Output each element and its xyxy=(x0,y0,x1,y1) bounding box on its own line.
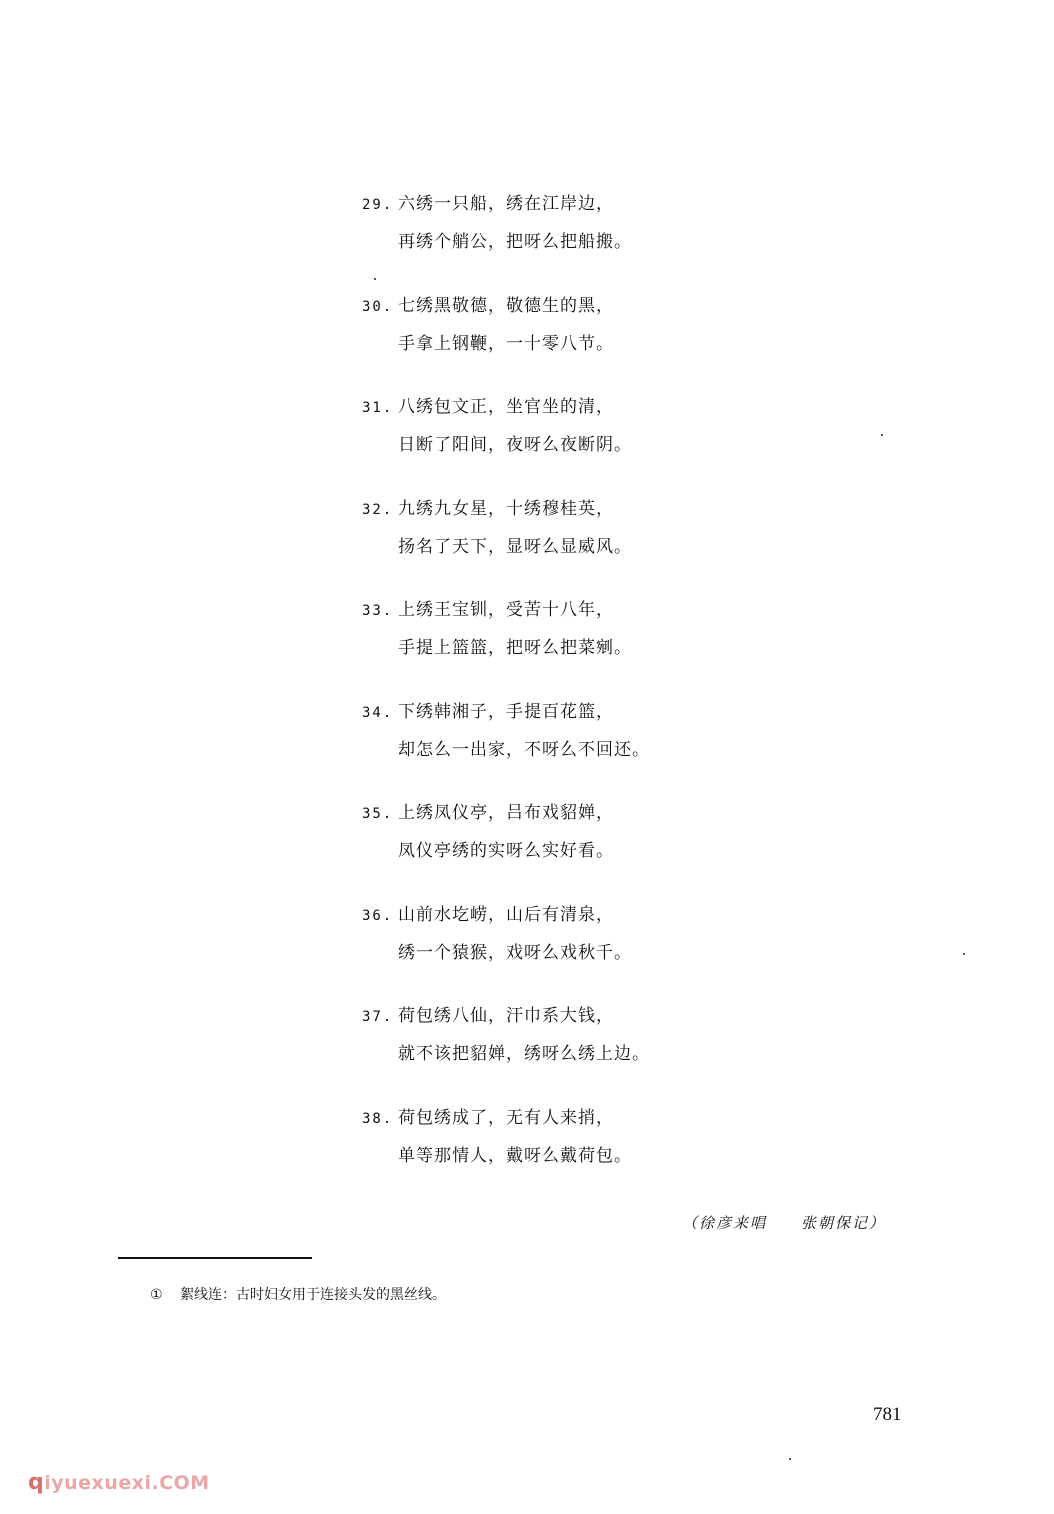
verse-32 xyxy=(362,491,922,593)
verse-36 xyxy=(362,897,922,999)
verse-line-1: 九绣九女星，十绣穆桂英， xyxy=(398,498,614,519)
verse-line-2: 日断了阳间，夜呀么夜断阴。 xyxy=(398,435,632,455)
verse-line-2: 凤仪亭绣的实呀么实好看。 xyxy=(398,841,614,861)
verse-number: 35. xyxy=(362,806,394,822)
verse-number: 32. xyxy=(362,501,394,518)
verse-number: 36. xyxy=(362,907,394,924)
verse-line-2: 扬名了天下，显呀么显威风。 xyxy=(398,536,632,557)
verse-33 xyxy=(362,592,922,694)
watermark-q: q xyxy=(28,1470,45,1495)
verse-number: 38. xyxy=(362,1110,394,1127)
verse-35 xyxy=(362,795,922,897)
verse-number: 31. xyxy=(362,400,394,416)
verse-31 xyxy=(362,389,922,491)
scan-speck xyxy=(374,278,376,280)
verse-30 xyxy=(362,288,922,390)
performer-credit: （徐彦来唱 张朝保记） xyxy=(681,1214,886,1232)
verse-list xyxy=(362,186,922,1201)
verse-number: 29. xyxy=(362,197,394,213)
watermark-text: iyuexuexi.COM xyxy=(44,1472,210,1494)
verse-line-2: 绣一个猿猴，戏呀么戏秋千。 xyxy=(398,942,632,963)
verse-line-2: 单等那情人，戴呀么戴荷包。 xyxy=(398,1145,632,1166)
scan-speck xyxy=(963,953,965,955)
verse-number: 37. xyxy=(362,1009,394,1025)
verse-29 xyxy=(362,186,922,288)
footnote-divider xyxy=(118,1257,312,1259)
verse-line-1: 荷包绣成了，无有人来捎， xyxy=(398,1107,614,1128)
verse-34 xyxy=(362,694,922,796)
verse-line-1: 上绣凤仪亭，吕布戏貂婵， xyxy=(398,803,614,823)
verse-line-2: 却怎么一出家，不呀么不回还。 xyxy=(398,739,650,760)
verse-line-1: 七绣黑敬德，敬德生的黑， xyxy=(398,295,614,316)
verse-line-1: 山前水圪崂，山后有清泉， xyxy=(398,904,614,925)
scan-speck xyxy=(881,434,883,436)
footnote-text: 絮线连：古时妇女用于连接头发的黑丝线。 xyxy=(180,1287,446,1303)
scan-speck xyxy=(789,1458,791,1460)
verse-37 xyxy=(362,998,922,1100)
verse-line-1: 荷包绣八仙，汗巾系大钱， xyxy=(398,1006,614,1026)
footnote-mark: ① xyxy=(150,1287,163,1303)
recorder-credit: 张朝保记 xyxy=(800,1214,869,1232)
verse-line-2: 手提上篮篮，把呀么把菜剜。 xyxy=(398,638,632,658)
verse-line-2: 手拿上钢鞭，一十零八节。 xyxy=(398,333,614,354)
verse-line-1: 八绣包文正，坐官坐的清， xyxy=(398,397,614,417)
verse-number: 33. xyxy=(362,603,394,619)
singer-credit: 徐彦来唱 xyxy=(698,1214,767,1232)
verse-line-1: 下绣韩湘子，手提百花篮， xyxy=(398,701,614,722)
verse-line-1: 六绣一只船，绣在江岸边， xyxy=(398,194,614,214)
verse-line-2: 再绣个艄公，把呀么把船搬。 xyxy=(398,232,632,252)
verse-38 xyxy=(362,1100,922,1202)
verse-number: 34. xyxy=(362,704,394,721)
watermark-logo xyxy=(28,1470,210,1495)
verse-line-1: 上绣王宝钏，受苦十八年， xyxy=(398,600,614,620)
footnote xyxy=(150,1284,446,1304)
verse-number: 30. xyxy=(362,298,394,315)
page-number: 781 xyxy=(873,1404,902,1425)
verse-line-2: 就不该把貂婵，绣呀么绣上边。 xyxy=(398,1044,650,1064)
